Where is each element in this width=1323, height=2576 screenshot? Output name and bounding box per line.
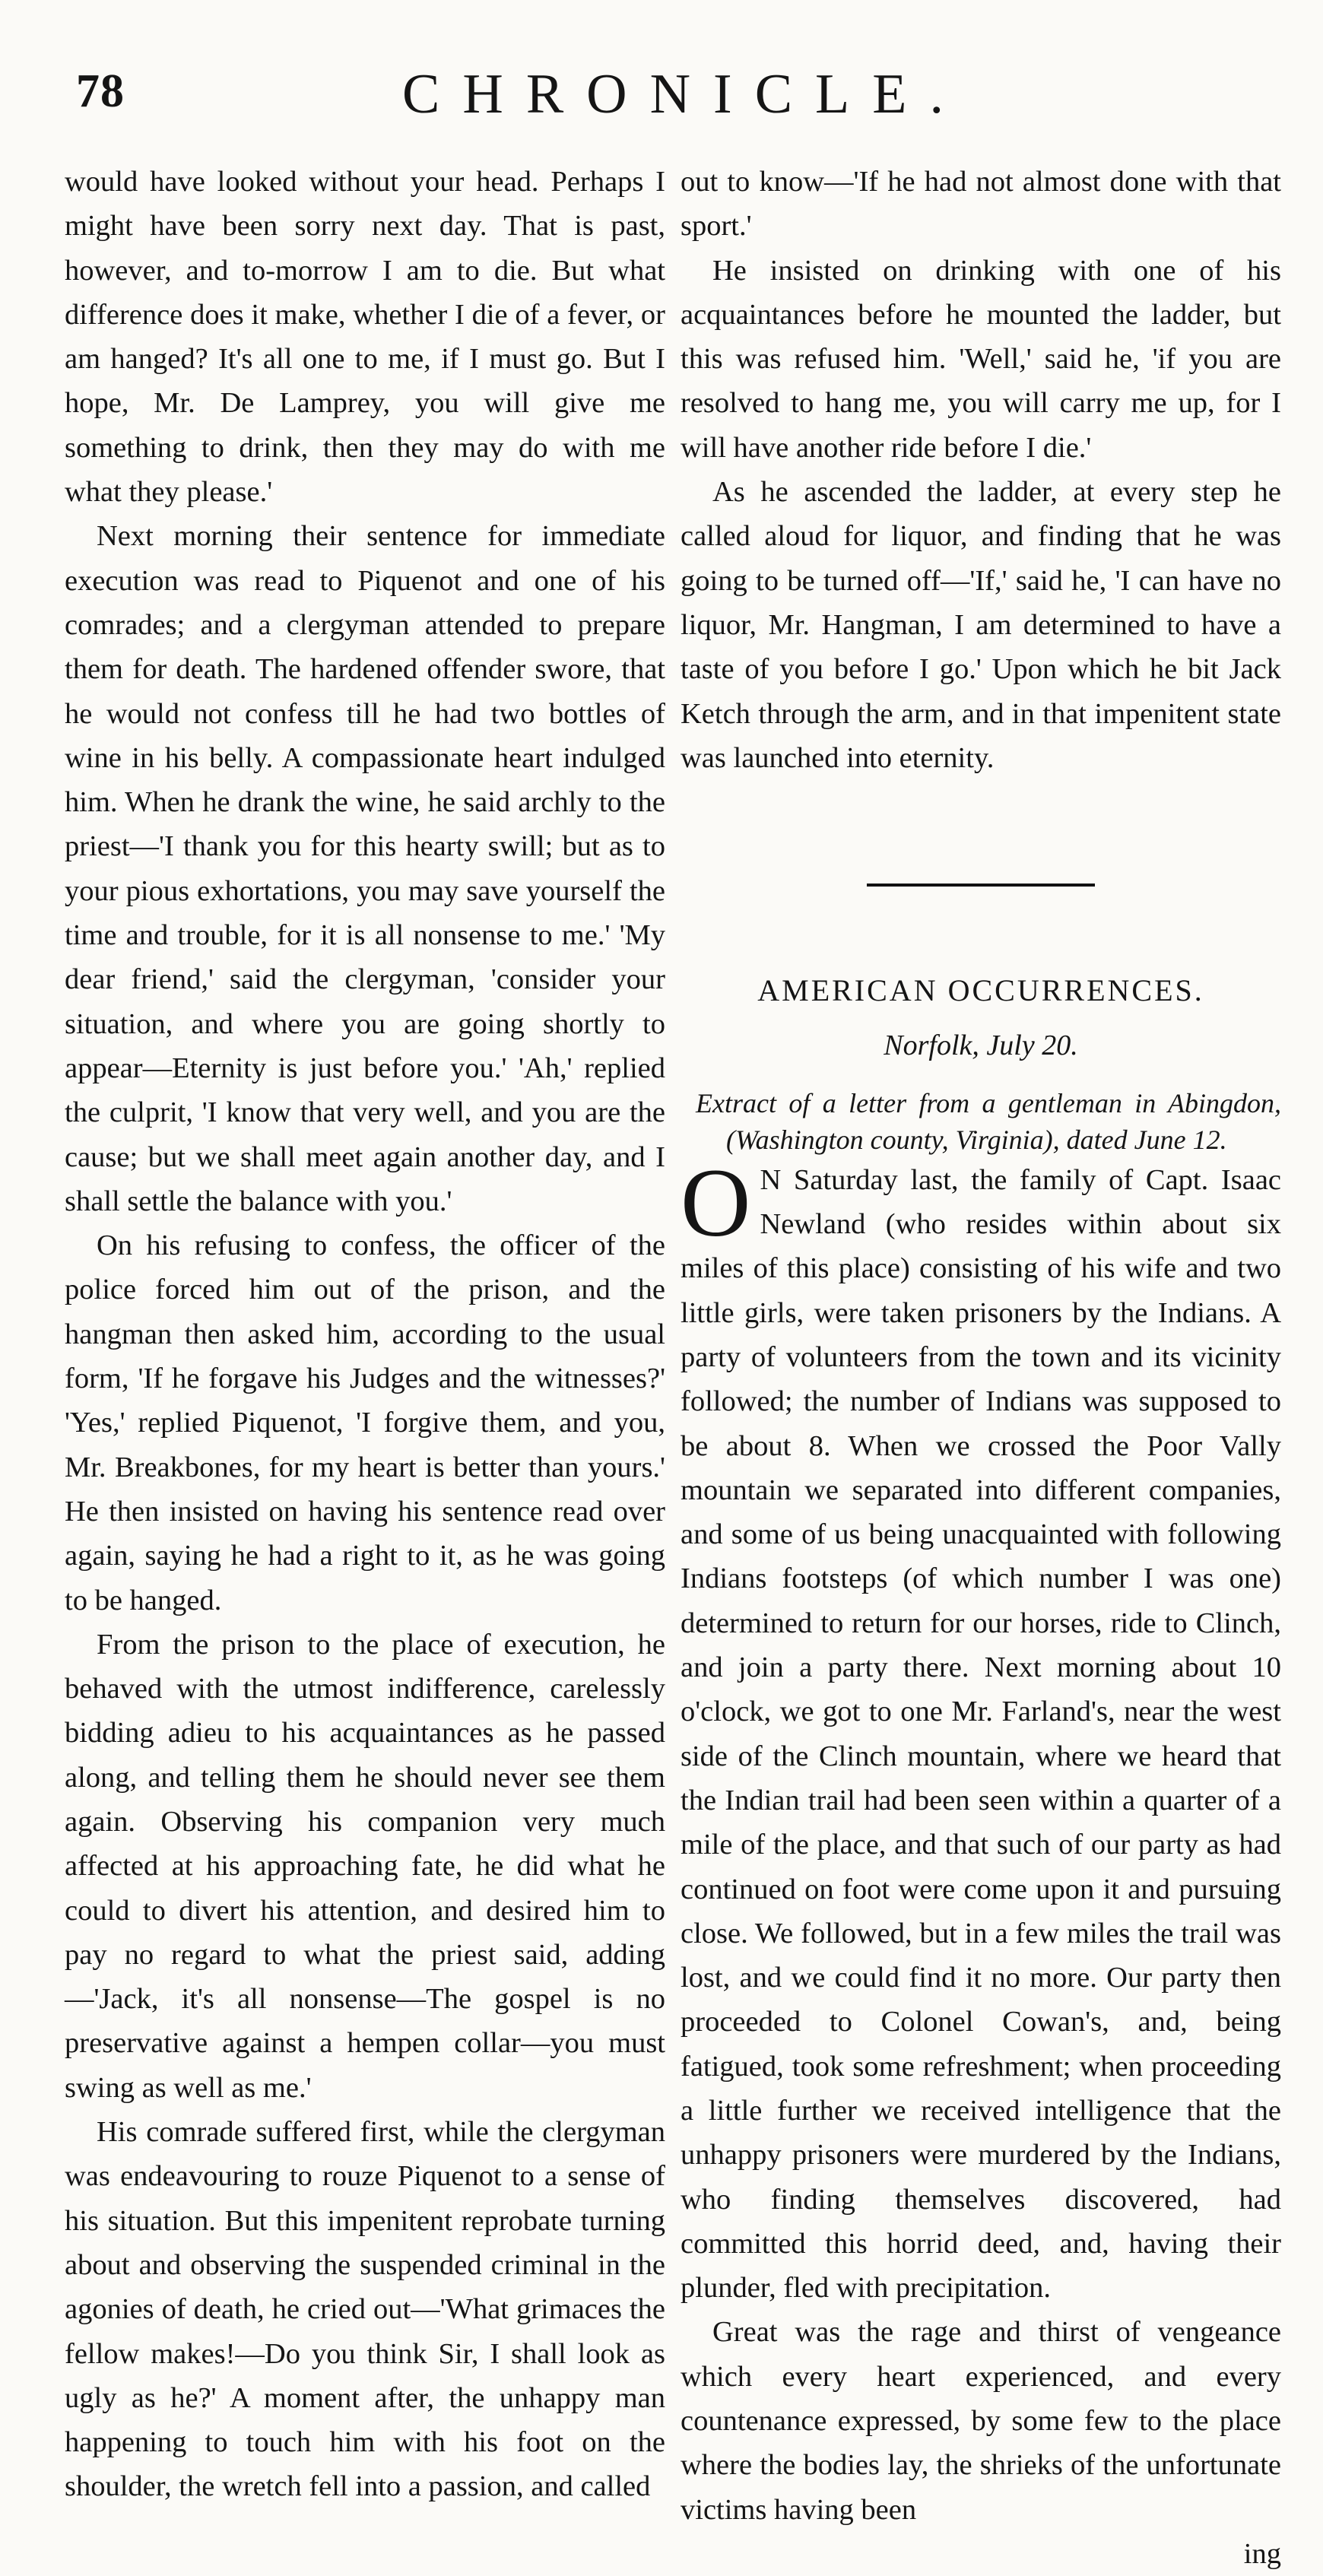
dateline: Norfolk, July 20.	[884, 1029, 1078, 1062]
left-column	[65, 160, 665, 2509]
paragraph: Great was the rage and thirst of vengeance which every heart experienced, and every countenance expressed, by some few to the place where the bodies lay, the shrieks of the unfortunate victims having been	[681, 2316, 1281, 2526]
paragraph: On his refusing to confess, the officer of the police forced him out of the prison, and the hangman then asked him, according to the usual form, 'If he forgave his Judges and the witnesses?' 'Yes,' replied Piquenot, 'I forgive them, and you, Mr. Breakbones, for my heart is better than yours.' He then insisted on having his sentence read over again, saying he had a right to it, as he was going to be hanged.	[65, 1229, 665, 1616]
section-heading: AMERICAN OCCURRENCES.	[757, 973, 1204, 1008]
catchword: ing	[1243, 2537, 1281, 2570]
running-head: CHRONICLE.	[402, 63, 966, 125]
paragraph: out to know—'If he had not almost done with that sport.'	[681, 166, 1281, 243]
section-divider	[867, 884, 1095, 887]
paragraph: He insisted on drinking with one of his acquaintances before he mounted the ladder, but this was refused him. 'Well,' said he, 'if you are resolved to hang me, you will carry me up, for I will have another ride before I die.'	[681, 254, 1281, 464]
paragraph: ON Saturday last, the family of Capt. Isaac Newland (who resides within about six miles of this place) consisting of his wife and two little girls, were taken prisoners by the Indians. A party of volunteers from the town and its vicinity followed; the number of Indians was supposed to be about 8. When we crossed the Poor Vally mountain we separated into different companies, and some of us being unacquainted with following Indians footsteps (of which number I was one) determined to return for our horses, ride to Clinch, and join a party there. Next morning about 10 o'clock, we got to one Mr. Farland's, near the west side of the Clinch mountain, where we heard that the Indian trail had been seen within a quarter of a mile of the place, and that such of our party as had continued on foot were come upon it and pursuing close. We followed, but in a few miles the trail was lost, and we could find it no more. Our party then proceeded to Colonel Cowan's, and, being fatigued, took some refreshment; when proceeding a little further we received intelligence that the unhappy prisoners were murdered by the Indians, who finding themselves discovered, had committed this horrid deed, and, having their plunder, fled with precipitation.	[681, 1148, 1281, 2305]
paragraph: From the prison to the place of execution, he behaved with the utmost indifference, carelessly bidding adieu to his acquaintances as he passed along, and telling them he should never see them again. Observing his companion very much affected at his approaching fate, he did what he could to divert his attention, and desired him to pay no regard to what the priest said, adding—'Jack, it's all nonsense—The gospel is no preservative against a hempen collar—you must swing as well as me.'	[65, 1628, 665, 2104]
paragraph: would have looked without your head. Perhaps I might have been sorry next day. That is past, however, and to-morrow I am to die. But what difference does it make, whether I die of a fever, or am hanged? It's all one to me, if I must go. But I hope, Mr. De Lamprey, you will give me something to drink, then they may do with me what they please.'	[65, 166, 665, 509]
right-column	[681, 160, 1281, 2576]
paragraph: Next morning their sentence for immediate execution was read to Piquenot and one of his comrades; and a clergyman attended to prepare them for death. The hardened offender swore, that he would not confess till he had two bottles of wine in his belly. A compassionate heart indulged him. When he drank the wine, he said archly to the priest—'I thank you for this hearty swill; but as to your pious exhortations, you may save yourself the time and trouble, for it is all nonsense to me.' 'My dear friend,' said the clergyman, 'consider your situation, and where you are going shortly to appear—Eternity is just before you.' 'Ah,' replied the culprit, 'I know that very well, and you are the cause; but we shall meet again another day, and I shall settle the balance with you.'	[65, 520, 665, 1217]
page-number: 78	[76, 65, 125, 117]
paragraph: As he ascended the ladder, at every step he called aloud for liquor, and finding that he was going to be turned off—'If,' said he, 'I can have no liquor, Mr. Hangman, I am determined to have a taste of you before I go.' Upon which he bit Jack Ketch through the arm, and in that impenitent state was launched into eternity.	[681, 476, 1281, 774]
paragraph: His comrade suffered first, while the clergyman was endeavouring to rouze Piquenot to a sense of his situation. But this impenitent reprobate turning about and observing the suspended criminal in the agonies of death, he cried out—'What grimaces the fellow makes!—Do you think Sir, I shall look as ugly as he?' A moment after, the unhappy man happening to touch him with his foot on the shoulder, the wretch fell into a passion, and called	[65, 2116, 665, 2503]
extract-note: Extract of a letter from a gentleman in Abingdon, (Washington county, Virginia), dated June 12.	[696, 1087, 1281, 1155]
